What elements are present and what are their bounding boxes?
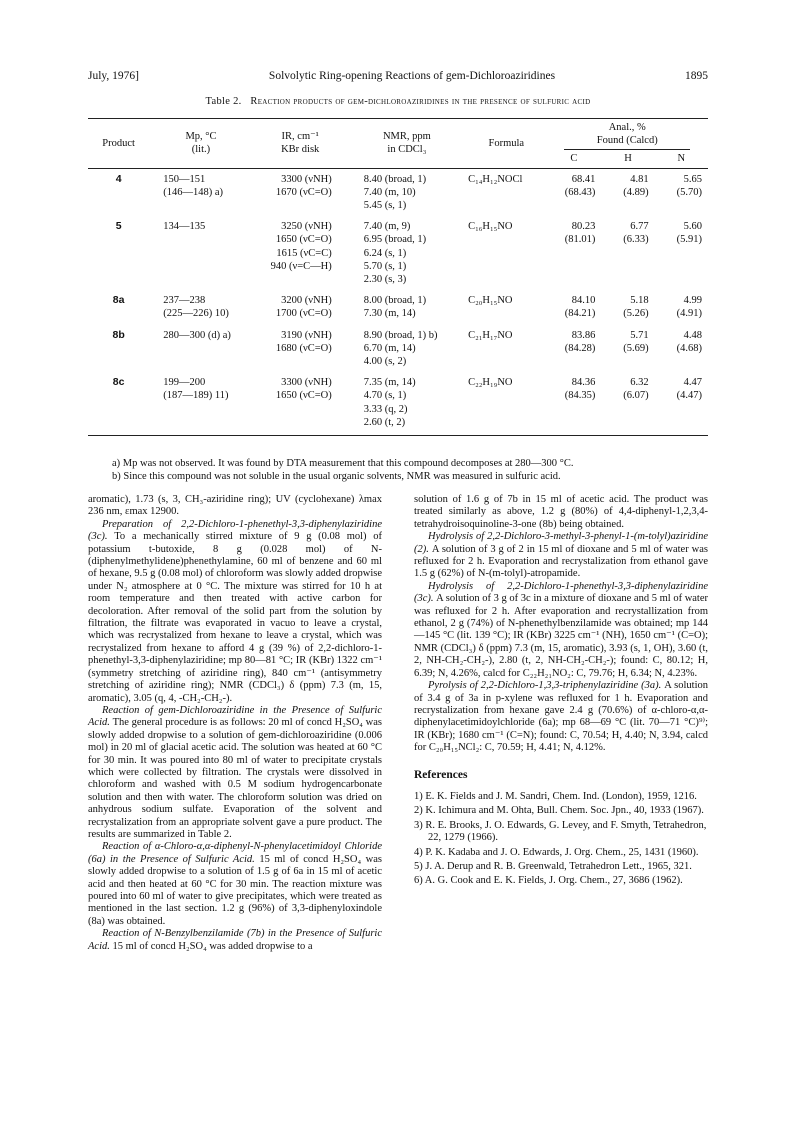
nmr-cell: 7.35 (m, 14) 4.70 (s, 1) 3.33 (q, 2) 2.60 (t, 2) [348,372,466,435]
col-header-ir: IR, cm⁻¹ KBr disk [253,119,348,169]
formula-cell: C₁₆H₁₅NO [468,221,513,233]
nmr-cell: 8.40 (broad, 1) 7.40 (m, 10) 5.45 (s, 1) [363,173,427,212]
mp-cell: 237—238 (225—226) 10) [163,295,229,320]
reference-item: 1) E. K. Fields and J. M. Sandri, Chem. Ind. (London), 1959, 1216. [414,790,697,802]
header-title: Solvolytic Ring-opening Reactions of gem-Dichloroaziridines [268,70,556,82]
col-header-product: Product [88,119,149,169]
paragraph-title: Pyrolysis of 2,2-Dichloro-1,3,3-triphenylaziridine (3a). [428,680,665,692]
nmr-cell: 8.00 (broad, 1) 7.30 (m, 14) [363,295,427,320]
anal-c-cell: 84.36 (84.35) [546,372,601,435]
paragraph-title: Preparation of 2,2-Dichloro-1-phenethyl-3,3-diphenylaziridine (3c). [88,518,382,543]
footnote-b: b) Since this compound was not soluble in the usual organic solvents, NMR was measured in sulfuric acid. [112,471,561,482]
footnote-a: a) Mp was not observed. It was found by DTA measurement that this compound decomposes at 280—300 °C. [112,458,574,469]
table-row [88,290,708,324]
reference-item: 6) A. G. Cook and E. K. Fields, J. Org. Chem., 27, 3686 (1962). [414,875,683,887]
mp-cell: 280—300 (d) a) [163,329,231,341]
product-cell: 8b [112,328,125,341]
page-number: 1895 [685,70,708,82]
formula-cell: C₂₁H₁₇NO [468,329,513,341]
ir-cell: 3200 (νNH) 1700 (νC=O) [275,295,332,320]
mp-cell: 134—135 [163,221,206,233]
product-cell: 8a [112,294,125,307]
table-label: Table 2. [205,96,242,107]
left-column [88,494,382,953]
paragraph: aromatic), 1.73 (s, 3, CH₃-aziridine ring); UV (cyclohexane) λmax 236 nm, εmax 12900. [88,494,382,518]
paragraph: Pyrolysis of 2,2-Dichloro-1,3,3-triphenylaziridine (3a). A solution of 3.4 g of 3a in p-xylene was refluxed for 1 h. Evaporation and recrystalization from hexane gave 2.4 g (70.6%) of α-chloro-α,α-diphenylacetimidoylchloride (6a); mp 68—69 °C (lit. 70—71 °C)⁹⁾; IR (KBr); 1680 cm⁻¹ (C=N); found: C, 70.54; H, 4.40; N, 3.94, calcd for C₂₀H₁₅NCl₂: C, 70.59; H, 4.41; N, 4.12%. [414,680,709,754]
references-heading: References [414,768,468,781]
reference-item: 4) P. K. Kadaba and J. O. Edwards, J. Org. Chem., 25, 1431 (1960). [414,846,699,858]
anal-c-cell: 84.10 (84.21) [564,295,596,320]
nmr-cell: 7.40 (m, 9) 6.95 (broad, 1) 6.24 (s, 1) 5.70 (s, 1) 2.30 (s, 3) [363,221,427,286]
product-cell: 5 [115,220,122,233]
reference-list [414,791,708,888]
table-footnotes [112,457,712,483]
anal-n-cell: 4.48 (4.68) [676,329,702,354]
paragraph-title: Hydrolysis of 2,2-Dichloro-1-phenethyl-3,3-diphenylaziridine (3c). [414,580,708,605]
anal-c-cell: 80.23 (81.01) [564,221,596,246]
table-row [88,372,708,435]
paragraph-title: Reaction of N-Benzylbenzilamide (7b) in the Presence of Sulfuric Acid. [88,928,382,952]
anal-n-cell: 5.60 (5.91) [676,221,702,246]
reference-item: 5) J. A. Derup and R. B. Greenwald, Tetrahedron Lett., 1965, 321. [414,860,692,872]
col-header-mp: Mp, °C (lit.) [149,119,252,169]
anal-n-cell: 4.47 (4.47) [655,372,708,435]
anal-n-cell: 4.99 (4.91) [676,295,702,320]
anal-h-cell: 5.18 (5.26) [623,295,649,320]
formula-cell: C₂₂H₁₉NO [466,372,546,435]
paragraph: Reaction of N-Benzylbenzilamide (7b) in the Presence of Sulfuric Acid. 15 ml of concd H₂SO₄ was added dropwise to a [88,928,382,952]
table-row [88,168,708,216]
ir-cell: 3250 (νNH) 1650 (νC=O) 1615 (νC=C) 940 (ν=C—H) [270,221,332,272]
reference-item: 3) R. E. Brooks, J. O. Edwards, G. Levey, and F. Smyth, Tetrahedron, 22, 1279 (1966). [414,819,707,844]
ir-cell: 3190 (νNH) 1680 (νC=O) [275,329,332,354]
col-header-c: C [546,150,601,168]
table-caption [88,96,708,107]
anal-n-cell: 5.65 (5.70) [676,173,702,198]
paragraph: Hydrolysis of 2,2-Dichloro-3-methyl-3-phenyl-1-(m-tolyl)aziridine (2). A solution of 3 g of 2 in 15 ml of dioxane and 5 ml of water was refluxed for 2 h. Evaporation and recrystalization from ethanol gave 1.5 g (62%) of N-(m-tolyl)-atropamide. [414,531,708,580]
header-date: July, 1976] [88,70,140,82]
reference-item: 2) K. Ichimura and M. Ohta, Bull. Chem. Soc. Jpn., 40, 1933 (1967). [414,805,704,817]
paragraph: Reaction of gem-Dichloroaziridine in the Presence of Sulfuric Acid. The general procedure is as follows: 20 ml of concd H₂SO₄ was slowly added dropwise to a solution of gem-dichloroaziridine (0.006 mol) in 20 ml of glacial acetic acid. The solution was heated at 60 °C for 30 min. It was poured into 80 ml of water to precipitate crystals which were collected by filtration. The crystals were dissolved in chloroform and washed with 0.5 M sodium hydrogencarbonate solution and then with water. The chloroform solution was dried on anhydrous sodium sulfate. Evaporation of the solvent and recrystalization from an appropriate solvent gave a pure product. The results are summarized in Table 2. [88,704,382,840]
col-header-formula: Formula [466,119,546,169]
col-header-h: H [601,150,654,168]
paragraph: Reaction of α-Chloro-α,α-diphenyl-N-phenylacetimidoyl Chloride (6a) in the Presence of Sulfuric Acid. 15 ml of concd H₂SO₄ was slowly added dropwise to a solution of 1.5 g of 6a in 15 ml of acetic acid and then heated at 60 °C for 30 min. The reaction mixture was poured into 60 ml of water to give precipitates, which were treated as mentioned in the last section. 1.2 g (96%) of 3,3-diphenyloxindole (8a) was obtained. [88,841,382,927]
running-header [88,70,708,82]
paragraph-title: Reaction of gem-Dichloroaziridine in the Presence of Sulfuric Acid. [88,704,382,729]
col-header-n: N [655,150,708,168]
paragraph-title: Reaction of α-Chloro-α,α-diphenyl-N-phenylacetimidoyl Chloride (6a) in the Presence of Sulfuric Acid. [88,841,382,865]
col-header-nmr: NMR, ppm in CDCl₃ [348,119,466,169]
ir-cell: 3300 (νNH) 1650 (νC=O) [253,372,348,435]
table-row [88,325,708,373]
mp-cell: 150—151 (146—148) a) [163,173,224,198]
formula-cell: C₂₀H₁₅NO [468,295,513,307]
mp-cell: 199—200 (187—189) 11) [149,372,252,435]
formula-cell: C₁₄H₁₂NOCl [468,173,523,185]
ir-cell: 3300 (νNH) 1670 (νC=O) [275,173,332,198]
paragraph: solution of 1.6 g of 7b in 15 ml of acetic acid. The product was treated similarly as above, 1.2 g (80%) of 4,4-diphenyl-1,2,3,4-tetrahydroisoquinoline-3-one (8b) being obtained. [414,494,708,530]
reaction-products-table [88,118,708,436]
anal-h-cell: 5.71 (5.69) [623,329,649,354]
anal-c-cell: 83.86 (84.28) [564,329,596,354]
col-header-anal: Anal., % Found (Calcd) [546,119,708,150]
table-row [88,216,708,290]
nmr-cell: 8.90 (broad, 1) b) 6.70 (m, 14) 4.00 (s, 2) [363,329,438,368]
table-caption-text: Reaction products of gem-dichloroaziridines in the presence of sulfuric acid [250,96,591,107]
product-cell: 4 [115,172,122,185]
product-cell: 8c [88,372,149,435]
anal-h-cell: 6.32 (6.07) [601,372,654,435]
paragraph-title: Hydrolysis of 2,2-Dichloro-3-methyl-3-phenyl-1-(m-tolyl)aziridine (2). [414,531,708,555]
paragraph: Preparation of 2,2-Dichloro-1-phenethyl-3,3-diphenylaziridine (3c). To a mechanically stirred mixture of 9 g (0.08 mol) of potassium t-butoxide, 8 g (0.028 mol) of N-(diphenylmethylidene)phenethylamine, 60 ml of benzene and 60 ml of hexane, 9.5 g (0.08 mol) of chloroform was slowly added dropwise under N₂ atmosphere at 0 °C. The mixture was stirred for 10 h at room temperature and then treated with active carbon for decoloration. After removal of the solid part from the solution by filtration, the filtrate was evaporated in vacuo to leave a crystal, which was recrystalized from hexane to leave a crystal, which was recrystalized from hexane to afford 4 g (39 %) of 2,2-dichloro-1-phenethyl-3,3-diphenylaziridine; mp 80—81 °C; IR (KBr) 1322 cm⁻¹ (symmetry stretching of aziridine ring), 840 cm⁻¹ (antisymmetry stretching of aziridine ring); NMR (CDCl₃) δ (ppm) 7.3 (m, 15, aromatic), 3.05 (q, 4, -CH₂-CH₂-). [88,518,382,704]
anal-h-cell: 6.77 (6.33) [623,221,649,246]
paragraph: Hydrolysis of 2,2-Dichloro-1-phenethyl-3,3-diphenylaziridine (3c). A solution of 3 g of 3c in a mixture of dioxane and 5 ml of water was refluxed for 2 h. After evaporation and recrystallization from ethanol, 2 g (74%) of N-phenethylbenzilamide was obtained; mp 144—145 °C (lit. 139 °C); IR (KBr) 3225 cm⁻¹ (NH), 1650 cm⁻¹ (C=O); NMR (CDCl₃) δ (ppm) 7.3 (m, 15, aromatic), 3.93 (s, 1, OH), 3.60 (t, 2, NH-CH₂-CH₂-), 2.80 (t, 2, NH-CH₂-CH₂-); found: C, 80.12; H, 6.39; N, 4.26%, calcd for C₂₂H₂₁NO₂: C, 79.76; H, 6.34; N, 4.23%. [414,580,709,679]
anal-h-cell: 4.81 (4.89) [623,173,649,198]
right-column [414,494,708,890]
anal-c-cell: 68.41 (68.43) [564,173,596,198]
